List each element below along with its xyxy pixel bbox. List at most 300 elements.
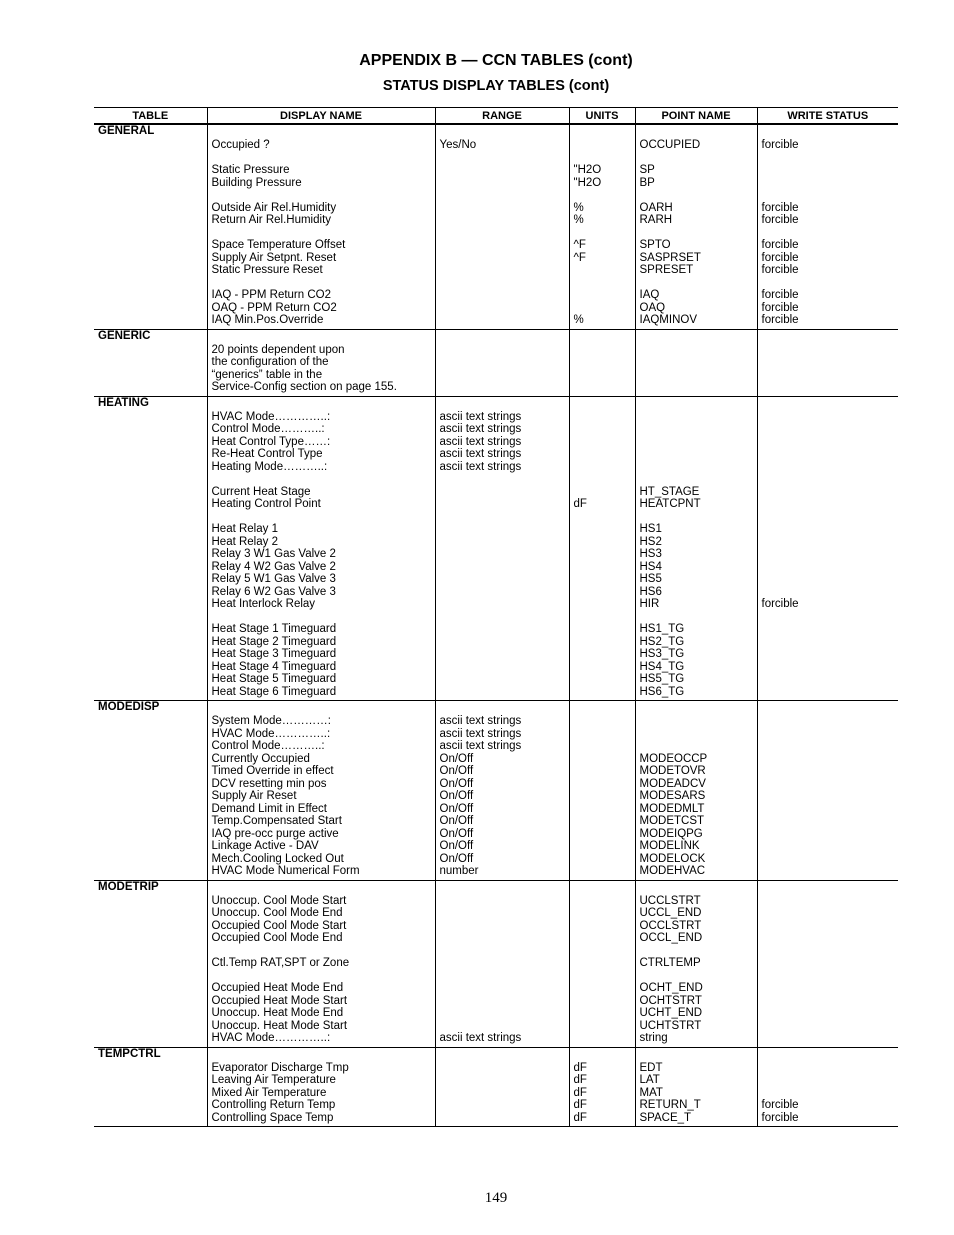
display-name-line: IAQ pre-occ purge active: [211, 827, 339, 840]
display-name-line: HVAC Mode…………..:: [211, 1032, 331, 1044]
point-name-line: HS3_TG: [639, 648, 685, 660]
write-status-line: [762, 177, 895, 190]
units-line: [574, 1007, 631, 1020]
units-line: [574, 598, 631, 611]
display-name-line: Heat Stage 5 Timeguard: [211, 673, 337, 685]
point-name-line: HS2: [639, 535, 662, 548]
point-name-line: MODESARS: [639, 790, 706, 802]
display-name-line: System Mode…………:: [211, 715, 331, 727]
units-line: [574, 970, 631, 983]
units-line: [574, 636, 631, 649]
units-line: [574, 648, 631, 661]
write-status-line: [762, 673, 895, 686]
point-name-line: [640, 369, 753, 382]
range-line: [440, 486, 565, 499]
point-name-line: HS1_TG: [639, 623, 685, 635]
point-name-line: HS5: [639, 573, 662, 585]
display-name-line: [212, 511, 431, 524]
range-line: ascii text strings: [439, 740, 522, 752]
range-line: [440, 252, 565, 265]
point-name-line: string: [639, 1032, 668, 1044]
display-name-line: Currently Occupied: [211, 752, 310, 765]
column-header-table: TABLE: [94, 108, 207, 125]
display-name-line: 20 points dependent upon: [211, 343, 345, 356]
range-line: [440, 1074, 565, 1087]
range-line: [440, 548, 565, 561]
display-name-line: OAQ - PPM Return CO2: [211, 301, 337, 314]
units-line: dF: [573, 1061, 587, 1074]
units-line: [574, 1020, 631, 1033]
units-line: ^F: [573, 251, 586, 264]
range-line: On/Off: [439, 840, 474, 852]
range-line: [440, 1087, 565, 1100]
point-name-line: [640, 152, 753, 165]
units-line: [574, 661, 631, 674]
point-name-line: [640, 356, 753, 369]
appendix-title: APPENDIX B — CCN TABLES (cont): [359, 52, 633, 69]
display-name-line: Current Heat Stage: [211, 485, 311, 498]
write-status-line: [762, 523, 895, 536]
range-line: [440, 648, 565, 661]
display-name-line: Heat Relay 1: [211, 523, 278, 535]
display-name-line: “generics” table in the: [211, 368, 323, 381]
range-line: ascii text strings: [439, 448, 522, 460]
point-name-cell: [635, 396, 757, 701]
write-status-line: [762, 932, 895, 945]
range-line: On/Off: [439, 802, 474, 815]
units-line: [574, 803, 631, 816]
point-name-line: MAT: [639, 1086, 663, 1099]
range-line: [440, 214, 565, 227]
point-name-line: HS2_TG: [639, 635, 685, 648]
write-status-line: [762, 778, 895, 791]
write-status-line: [762, 381, 895, 394]
range-line: [440, 982, 565, 995]
display-name-line: Static Pressure Reset: [211, 264, 323, 276]
write-status-line: [762, 369, 895, 382]
point-name-line: HEATCPNT: [639, 498, 701, 510]
point-name-line: [640, 381, 753, 394]
range-line: [440, 381, 565, 394]
point-name-line: UCCL_END: [639, 907, 702, 919]
range-line: On/Off: [439, 852, 474, 865]
display-name-line: Heat Relay 2: [211, 535, 278, 548]
units-line: [574, 815, 631, 828]
units-line: [574, 227, 631, 240]
point-name-line: LAT: [639, 1074, 660, 1086]
write-status-line: [762, 995, 895, 1008]
units-line: [574, 573, 631, 586]
units-line: [574, 853, 631, 866]
point-name-line: MODELOCK: [639, 852, 706, 865]
write-status-line: [762, 461, 895, 474]
units-line: [574, 611, 631, 624]
point-name-line: OCHT_END: [639, 982, 703, 994]
display-name-line: Leaving Air Temperature: [211, 1074, 336, 1086]
point-name-line: [640, 344, 753, 357]
write-status-line: [762, 920, 895, 933]
range-line: [440, 598, 565, 611]
display-name-line: Heating Control Point: [211, 498, 321, 510]
display-name-line: [212, 473, 431, 486]
range-line: On/Off: [439, 777, 474, 790]
display-name-line: Occupied Cool Mode Start: [211, 919, 347, 932]
point-name-line: UCCLSTRT: [639, 894, 701, 907]
range-line: [440, 177, 565, 190]
display-name-line: Linkage Active - DAV: [211, 840, 319, 852]
point-name-line: SPTO: [639, 239, 671, 251]
point-name-line: HS1: [639, 523, 662, 535]
write-status-line: forcible: [761, 301, 799, 314]
range-line: [440, 227, 565, 240]
point-name-line: OAQ: [639, 301, 666, 314]
range-line: [440, 920, 565, 933]
point-name-line: EDT: [639, 1061, 663, 1074]
units-line: dF: [573, 498, 587, 510]
range-line: ascii text strings: [439, 715, 522, 727]
units-line: [574, 1032, 631, 1045]
write-status-line: [762, 728, 895, 741]
units-line: [574, 511, 631, 524]
point-name-line: SPACE_T: [639, 1111, 692, 1124]
units-line: [574, 995, 631, 1008]
table-group-row: [94, 124, 898, 329]
range-line: [440, 314, 565, 327]
range-line: ascii text strings: [439, 423, 522, 435]
write-status-line: [762, 411, 895, 424]
display-name-line: [212, 945, 431, 958]
point-name-line: MODETCST: [639, 815, 705, 827]
display-name-line: Controlling Space Temp: [211, 1111, 334, 1124]
point-name-line: RETURN_T: [639, 1099, 701, 1111]
display-name-line: Occupied Cool Mode End: [211, 932, 343, 944]
display-name-cell: [207, 124, 435, 329]
write-status-line: [762, 970, 895, 983]
point-name-line: MODEDMLT: [639, 802, 705, 815]
point-name-line: [640, 970, 753, 983]
column-header-display-name: DISPLAY NAME: [207, 108, 435, 125]
units-line: [574, 277, 631, 290]
write-status-line: [762, 982, 895, 995]
display-name-line: Occupied ?: [211, 139, 270, 151]
write-status-line: [762, 448, 895, 461]
point-name-line: [640, 436, 753, 449]
units-line: [574, 139, 631, 152]
column-header-units: UNITS: [569, 108, 635, 125]
write-status-line: [762, 1087, 895, 1100]
range-line: On/Off: [439, 790, 474, 802]
header-row: [94, 108, 898, 125]
display-name-line: IAQ Min.Pos.Override: [211, 314, 324, 326]
table-group-row: [94, 329, 898, 396]
range-cell: [435, 329, 569, 396]
table-group-row: [94, 880, 898, 1047]
display-name-line: Control Mode………..:: [211, 423, 325, 435]
display-name-line: Occupied Heat Mode Start: [211, 994, 348, 1007]
display-name-line: Ctl.Temp RAT,SPT or Zone: [211, 957, 350, 969]
table-name-cell: GENERIC: [94, 329, 207, 396]
display-name-cell: [207, 880, 435, 1047]
point-name-line: OCHTSTRT: [639, 994, 702, 1007]
write-status-line: [762, 1007, 895, 1020]
write-status-line: [762, 611, 895, 624]
display-name-line: [212, 611, 431, 624]
units-line: [574, 302, 631, 315]
display-name-line: Mech.Cooling Locked Out: [211, 852, 344, 865]
units-line: [574, 356, 631, 369]
write-status-line: forcible: [761, 598, 799, 610]
table-name-cell: MODEDISP: [94, 701, 207, 881]
units-line: [574, 264, 631, 277]
range-line: [440, 356, 565, 369]
range-line: [440, 561, 565, 574]
point-name-cell: [635, 329, 757, 396]
range-line: [440, 344, 565, 357]
range-line: [440, 586, 565, 599]
display-name-line: Heat Stage 6 Timeguard: [211, 685, 337, 698]
point-name-line: [640, 189, 753, 202]
write-status-cell: [757, 1047, 898, 1127]
units-line: [574, 982, 631, 995]
units-line: [574, 536, 631, 549]
point-name-line: HIR: [639, 598, 660, 610]
units-line: [574, 486, 631, 499]
range-line: On/Off: [439, 827, 474, 840]
write-status-line: [762, 715, 895, 728]
point-name-line: [640, 511, 753, 524]
write-status-line: [762, 740, 895, 753]
range-line: ascii text strings: [439, 727, 522, 740]
units-line: [574, 840, 631, 853]
range-line: On/Off: [439, 765, 474, 777]
units-line: %: [573, 314, 584, 326]
write-status-line: [762, 486, 895, 499]
display-name-line: Static Pressure: [211, 164, 290, 176]
point-name-line: [640, 423, 753, 436]
point-name-line: OCCUPIED: [639, 139, 701, 151]
point-name-line: [640, 740, 753, 753]
units-line: %: [573, 201, 584, 214]
table-name-cell: MODETRIP: [94, 880, 207, 1047]
point-name-line: HS6: [639, 585, 662, 598]
write-status-line: [762, 473, 895, 486]
write-status-line: [762, 815, 895, 828]
units-line: dF: [573, 1099, 587, 1111]
point-name-line: OCCL_END: [639, 932, 703, 944]
point-name-line: MODEHVAC: [639, 865, 706, 877]
units-line: [574, 152, 631, 165]
display-name-line: Relay 3 W1 Gas Valve 2: [211, 548, 336, 560]
range-line: [440, 1112, 565, 1125]
write-status-line: [762, 636, 895, 649]
units-line: [574, 411, 631, 424]
units-cell: [569, 1047, 635, 1127]
write-status-line: [762, 895, 895, 908]
range-cell: [435, 701, 569, 881]
point-name-line: MODELINK: [639, 840, 700, 852]
range-line: ascii text strings: [439, 435, 522, 448]
point-name-cell: [635, 1047, 757, 1127]
point-name-line: MODEIQPG: [639, 827, 703, 840]
display-name-line: Heat Control Type……:: [211, 435, 331, 448]
range-line: [440, 289, 565, 302]
range-line: [440, 673, 565, 686]
range-line: [440, 369, 565, 382]
range-line: [440, 995, 565, 1008]
point-name-cell: [635, 124, 757, 329]
display-name-line: Mixed Air Temperature: [211, 1086, 327, 1099]
display-name-line: Control Mode………..:: [211, 740, 325, 752]
point-name-line: HS3: [639, 548, 662, 560]
range-line: On/Off: [439, 752, 474, 765]
display-name-line: Heat Stage 1 Timeguard: [211, 623, 337, 635]
write-status-line: [762, 853, 895, 866]
point-name-line: MODEADCV: [639, 777, 706, 790]
range-line: [440, 202, 565, 215]
range-line: [440, 473, 565, 486]
display-name-line: [212, 189, 431, 202]
column-header-range: RANGE: [435, 108, 569, 125]
display-name-line: Occupied Heat Mode End: [211, 982, 344, 994]
write-status-line: forcible: [761, 239, 799, 251]
units-line: [574, 473, 631, 486]
write-status-line: forcible: [761, 214, 799, 226]
range-line: [440, 239, 565, 252]
range-line: ascii text strings: [439, 410, 522, 423]
units-line: [574, 448, 631, 461]
point-name-line: [640, 611, 753, 624]
range-cell: [435, 124, 569, 329]
range-line: [440, 152, 565, 165]
point-name-line: CTRLTEMP: [639, 957, 701, 969]
range-line: number: [439, 865, 479, 877]
range-line: [440, 623, 565, 636]
write-status-line: [762, 436, 895, 449]
range-line: [440, 957, 565, 970]
point-name-line: IAQMINOV: [639, 314, 698, 326]
point-name-line: [640, 473, 753, 486]
write-status-line: [762, 548, 895, 561]
point-name-line: [640, 715, 753, 728]
point-name-line: [640, 728, 753, 741]
units-cell: [569, 880, 635, 1047]
units-line: dF: [573, 1086, 587, 1099]
units-line: [574, 828, 631, 841]
write-status-line: forcible: [761, 289, 799, 301]
units-line: [574, 623, 631, 636]
point-name-line: HS6_TG: [639, 685, 685, 698]
range-line: [440, 970, 565, 983]
range-line: [440, 945, 565, 958]
point-name-line: [640, 461, 753, 474]
range-line: [440, 536, 565, 549]
display-name-line: Evaporator Discharge Tmp: [211, 1061, 349, 1074]
write-status-line: forcible: [761, 264, 799, 276]
point-name-line: [640, 448, 753, 461]
write-status-line: forcible: [761, 1111, 799, 1124]
units-line: "H2O: [573, 164, 602, 176]
point-name-line: IAQ: [639, 289, 660, 301]
display-name-line: [212, 970, 431, 983]
point-name-line: SP: [639, 164, 655, 176]
range-line: [440, 498, 565, 511]
display-name-line: Unoccup. Heat Mode Start: [211, 1019, 348, 1032]
write-status-line: [762, 511, 895, 524]
point-name-line: RARH: [639, 214, 673, 226]
write-status-line: [762, 907, 895, 920]
units-line: [574, 436, 631, 449]
point-name-line: [640, 945, 753, 958]
page-number: 149: [484, 1190, 508, 1206]
write-status-line: [762, 1020, 895, 1033]
point-name-line: BP: [639, 176, 655, 189]
units-line: [574, 753, 631, 766]
units-line: [574, 381, 631, 394]
display-name-line: HVAC Mode Numerical Form: [211, 865, 360, 877]
write-status-line: [762, 686, 895, 699]
display-name-line: the configuration of the: [211, 356, 329, 368]
units-line: "H2O: [573, 176, 602, 189]
write-status-line: forcible: [761, 314, 799, 326]
display-name-line: Heat Interlock Relay: [211, 598, 316, 610]
range-line: [440, 932, 565, 945]
range-cell: [435, 880, 569, 1047]
display-name-cell: [207, 1047, 435, 1127]
point-name-line: UCHTSTRT: [639, 1019, 702, 1032]
write-status-cell: [757, 701, 898, 881]
units-line: [574, 548, 631, 561]
units-line: [574, 369, 631, 382]
display-name-cell: [207, 396, 435, 701]
write-status-line: [762, 661, 895, 674]
range-line: [440, 511, 565, 524]
write-status-line: forcible: [761, 201, 799, 214]
write-status-line: forcible: [761, 139, 799, 151]
range-line: [440, 1062, 565, 1075]
range-line: [440, 302, 565, 315]
range-line: On/Off: [439, 815, 474, 827]
units-line: [574, 561, 631, 574]
range-line: [440, 1020, 565, 1033]
display-name-line: Building Pressure: [211, 176, 302, 189]
units-cell: [569, 701, 635, 881]
display-name-line: Unoccup. Cool Mode Start: [211, 894, 347, 907]
display-name-line: DCV resetting min pos: [211, 777, 327, 790]
units-line: [574, 344, 631, 357]
point-name-line: OCCLSTRT: [639, 919, 702, 932]
units-line: [574, 790, 631, 803]
display-name-line: IAQ - PPM Return CO2: [211, 289, 332, 301]
units-line: dF: [573, 1074, 587, 1086]
range-line: ascii text strings: [439, 460, 522, 473]
table-group-row: [94, 1047, 898, 1127]
range-line: ascii text strings: [439, 1032, 522, 1044]
write-status-cell: [757, 124, 898, 329]
units-line: [574, 189, 631, 202]
point-name-cell: [635, 701, 757, 881]
write-status-line: [762, 561, 895, 574]
units-cell: [569, 124, 635, 329]
point-name-line: HS5_TG: [639, 673, 685, 685]
write-status-cell: [757, 396, 898, 701]
units-line: [574, 673, 631, 686]
range-line: [440, 573, 565, 586]
write-status-line: forcible: [761, 251, 799, 264]
units-line: [574, 957, 631, 970]
write-status-line: [762, 840, 895, 853]
units-line: [574, 586, 631, 599]
write-status-line: [762, 189, 895, 202]
